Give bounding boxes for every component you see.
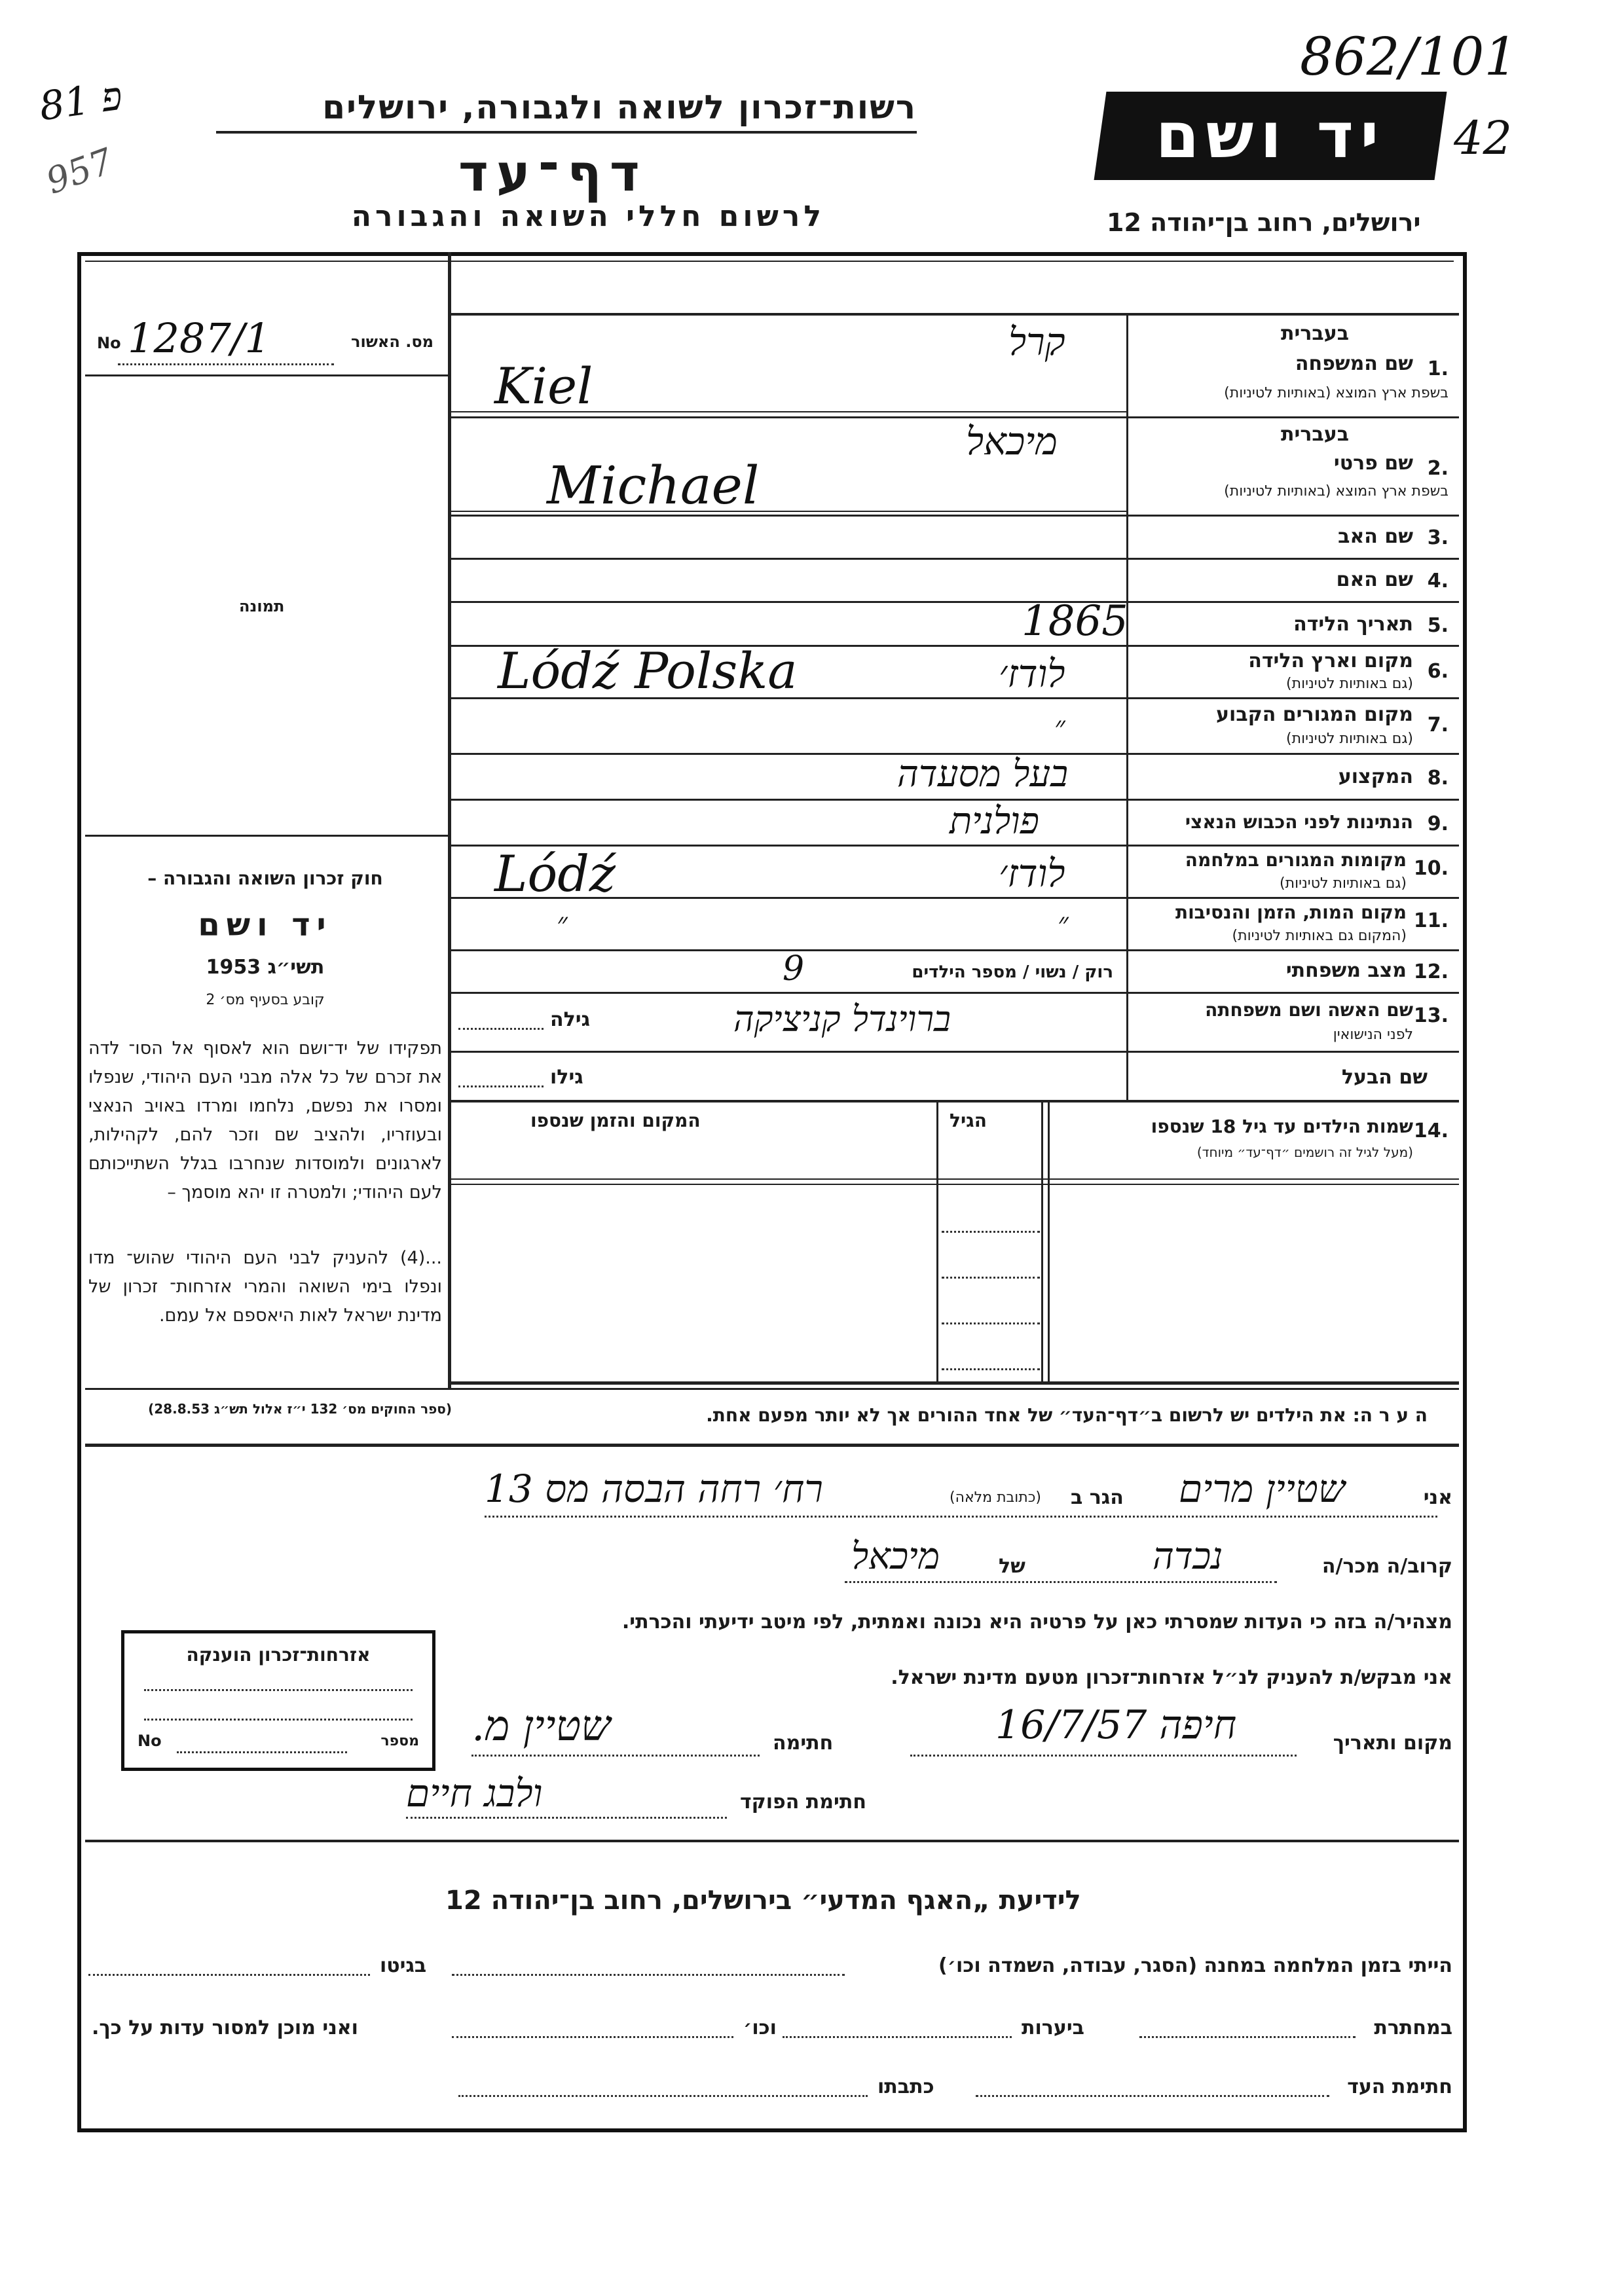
field-11-death-place [1130, 899, 1454, 949]
field-9-value: פולנית [950, 800, 1039, 843]
signature-value: שטיין מ. [471, 1702, 611, 1751]
place-date-label: מקום ותאריך [1333, 1732, 1452, 1755]
children-number: 14. [1413, 1120, 1449, 1142]
field-6-hebrew-value: לודז׳ [999, 651, 1065, 696]
husband-name-label: שם הבעל [1341, 1066, 1428, 1089]
children-label: שמות הילדים עד גיל 18 שנספו [1151, 1116, 1413, 1137]
law-clause: קובע בסעיף מס׳ 2 [206, 992, 325, 1008]
field-2-number: 2. [1427, 457, 1449, 480]
form-title: דף־עד [458, 144, 648, 203]
field-13-age-label: גילה [550, 1008, 590, 1031]
place-date-value: חיפה 16/7/57 [995, 1702, 1237, 1748]
field-11-sub: (המקום גם באותיות לטיניות) [1232, 928, 1407, 944]
law-title: חוק זכרון השואה והגבורה – [147, 867, 383, 889]
field-7-value: ״ [1054, 710, 1065, 744]
field-7-number: 7. [1427, 714, 1449, 737]
handwritten-corner-ref: פ 81 [36, 73, 126, 130]
field-2-label: שם פרטי [1333, 452, 1413, 475]
field-1-family-name [1130, 314, 1454, 416]
handwritten-corner-ref2: 957 [41, 140, 119, 202]
field-1-hebrew-value: קרל [1008, 319, 1065, 364]
declaration-resident-label: הגר ב [1071, 1486, 1124, 1509]
logo-text: יד ושם [1155, 99, 1386, 172]
bottom-forests-label: ביערות [1022, 2016, 1084, 2039]
bottom-etc-label: וכו׳ [743, 2016, 777, 2039]
field-9-number: 9. [1427, 812, 1449, 835]
bottom-camp-label: הייתי בזמן המלחמה במחנה (הסגר, עבודה, השמדה וכו׳) [938, 1954, 1452, 1977]
field-4-number: 4. [1427, 570, 1449, 592]
field-3-father-name [1130, 516, 1454, 558]
declaration-address-hint: (כתובת מלאה) [950, 1489, 1041, 1506]
label-column-divider [1126, 314, 1128, 1100]
address: ירושלים, רחוב בן־יהודה 12 [1107, 208, 1421, 237]
field-12-options: רוק / נשוי / מספר הילדים [912, 962, 1113, 982]
handwritten-archive-number: 862/101 [1300, 26, 1518, 87]
field-4-mother-name [1130, 559, 1454, 601]
citizenship-no-label: No [138, 1732, 162, 1750]
field-12-children-count: 9 [783, 949, 805, 989]
declaration-request: אני מבקש/ת להעניק לנ״ל אזרחות־זכרון מטעם מדינת ישראל. [891, 1666, 1452, 1689]
approval-no-label: No [97, 334, 121, 352]
law-source: (ספר החוקים מס׳ 132 י״ז אלול תש״ג 28.8.53) [148, 1401, 452, 1417]
husband-age-label: גילו [550, 1066, 583, 1089]
law-name: יד ושם [198, 907, 333, 943]
field-8-value: בעל מסעדה [897, 753, 1069, 795]
field-12-family-status [1130, 951, 1454, 992]
field-6-birth-place [1130, 647, 1454, 697]
official-signature-value: ולבג חיים [406, 1771, 543, 1815]
authority-name: רשות־זכרון לשואה ולגבורה, ירושלים [322, 88, 917, 126]
field-11-latin-value: ״ [557, 907, 568, 940]
field-11-label: מקום המות, הזמן והנסיבות [1175, 902, 1407, 923]
field-10-number: 10. [1413, 857, 1449, 880]
law-paragraph-1: תפקידו של יד־ושם הוא לאסוף אל הסו־ לדה את זכרם של כל אלה מבני העם היהודי, שנפלו ומסרו את נפשם, נלחמו ומרדו באויב הנאצי ובעוזריו, ולהציב שם וזכר להם, לקהילות, לארגונים ולמוסדות שנחרבו בגלל השתייכותם לעם היהודי; ולמטרה זו יהא מוסמך – [88, 1038, 442, 1203]
children-header [1054, 1106, 1454, 1172]
declaration-relation-value: נכדה [1153, 1535, 1223, 1578]
field-4-label: שם האם [1336, 568, 1413, 591]
field-13-label: שם האשה ושם משפחתה [1205, 999, 1413, 1021]
declaration-of-value: מיכאל [851, 1535, 940, 1578]
field-10-wartime-residences [1130, 847, 1454, 897]
bottom-address-label: כתבתו [877, 2075, 934, 2098]
field-2-first-name [1130, 418, 1454, 515]
left-column-divider [448, 252, 451, 1388]
declaration-i-label: אני [1423, 1486, 1452, 1509]
declaration-address: רח׳ רחה הבסה מס 13 [485, 1467, 823, 1511]
field-10-hebrew-value: לודז׳ [999, 851, 1065, 896]
field-1-number: 1. [1427, 357, 1449, 380]
signature-label: חתימה [773, 1732, 834, 1755]
field-6-label: מקום וארץ הלידה [1248, 649, 1413, 672]
handwritten-side-number: 42 [1454, 111, 1513, 165]
field-11-hebrew-value: ״ [1058, 907, 1069, 940]
field-13-wife-name [1130, 994, 1454, 1051]
field-2-heb-tag: בעברית [1281, 423, 1349, 446]
bottom-ghetto-label: בגיטו [380, 1954, 427, 1977]
field-6-sub: (גם באותיות לטיניות) [1286, 676, 1413, 692]
field-5-birth-date [1130, 602, 1454, 645]
field-1-label: שם המשפחה [1295, 352, 1413, 375]
bottom-witness-signature-label: חתימת העד [1347, 2075, 1452, 2098]
declaration-relation-label: קרוב/ה מכר/ה [1321, 1555, 1452, 1578]
form-subtitle: לרשום חללי השואה והגבורה [351, 200, 825, 233]
field-10-sub: (גם באותיות לטיניות) [1280, 875, 1407, 892]
field-10-label: מקומות המגורים במלחמה [1185, 849, 1407, 871]
children-col-age: הגיל [950, 1110, 987, 1131]
law-paragraph-2: ...(4) להעניק לבני העם היהודי שהוש־ מדו ונפלו בימי השואה והמרי אזרחות־ זכרון של מדינת ישראל לאות היאספם אל עמם. [88, 1248, 442, 1326]
field-12-number: 12. [1413, 960, 1449, 983]
yad-vashem-logo [1094, 92, 1447, 180]
field-9-nationality [1130, 801, 1454, 845]
field-8-label: המקצוע [1338, 765, 1413, 788]
field-11-number: 11. [1413, 909, 1449, 932]
bottom-title: לידיעת „האגף המדעי״ בירושלים, רחוב בן־יהודה 12 [445, 1886, 1081, 1916]
field-8-profession [1130, 755, 1454, 799]
field-13-number: 13. [1413, 1004, 1449, 1027]
field-8-number: 8. [1427, 767, 1449, 790]
field-1-sub: בשפת ארץ המוצא (באותיות לטיניות) [1224, 385, 1449, 401]
children-sub: (מעל לגיל זה רושמים ״דף־עד״ מיוחד) [1196, 1144, 1413, 1160]
field-5-label: תאריך הלידה [1293, 613, 1413, 636]
field-7-label: מקום המגורים הקבוע [1216, 703, 1413, 726]
field-1-latin-value: Kiel [494, 357, 593, 415]
field-5-value: 1865 [1022, 597, 1128, 646]
declaration-name: שטיין מרים [1179, 1467, 1346, 1511]
field-10-latin-value: Lódź [494, 845, 616, 903]
field-13-sub: לפני הנישואין [1333, 1027, 1413, 1043]
field-3-number: 3. [1427, 526, 1449, 549]
field-13-value: ברוינדל קניציקה [733, 998, 951, 1040]
field-3-label: שם האב [1338, 525, 1413, 548]
field-1-heb-tag: בעברית [1281, 322, 1349, 345]
declaration-statement: מצהיר/ה בזה כי העדות שמסרתי כאן על פרטיה היא נכונה ואמתית, לפי מיטב ידיעתי והכרתי. [621, 1611, 1452, 1633]
declaration-of-label: של [999, 1555, 1025, 1578]
citizenship-box-title: אזרחות־זכרון הוענקה [186, 1644, 371, 1666]
field-9-label: הנתינות לפני הכבוש הנאצי [1185, 811, 1413, 833]
approval-label: מס. האשור [351, 333, 434, 351]
field-6-latin-value: Lódź Polska [498, 642, 798, 700]
law-year: תשי״ג 1953 [206, 956, 325, 979]
bottom-testimony-label: ואני מוכן למסור עדות על כך. [92, 2016, 358, 2039]
field-7-residence [1130, 699, 1454, 753]
field-2-sub: בשפת ארץ המוצא (באותיות לטיניות) [1224, 483, 1449, 500]
approval-number-value: 1287/1 [128, 314, 271, 362]
field-6-number: 6. [1427, 660, 1449, 683]
field-5-number: 5. [1427, 614, 1449, 637]
note-text: ה ע ר ה: את הילדים יש לרשום ב״דף־העד״ של אחד ההורים אך לא יותר מפעם אחת. [706, 1404, 1428, 1426]
field-2-hebrew-value: מיכאל [966, 419, 1058, 464]
photo-label: תמונה [239, 597, 285, 615]
official-signature-label: חתימת הפוקד [740, 1791, 866, 1813]
bottom-underground-label: במחתרת [1374, 2016, 1452, 2039]
citizenship-number-label: מספר [380, 1733, 419, 1749]
children-col-place: המקום והזמן שנספו [530, 1110, 701, 1131]
field-12-label: מצב משפחתי [1285, 959, 1407, 982]
approval-number-row [85, 314, 445, 362]
citizenship-box [121, 1630, 435, 1771]
field-7-sub: (גם באותיות לטיניות) [1286, 731, 1413, 747]
field-2-latin-value: Michael [547, 455, 760, 516]
authority-underline [216, 131, 917, 134]
